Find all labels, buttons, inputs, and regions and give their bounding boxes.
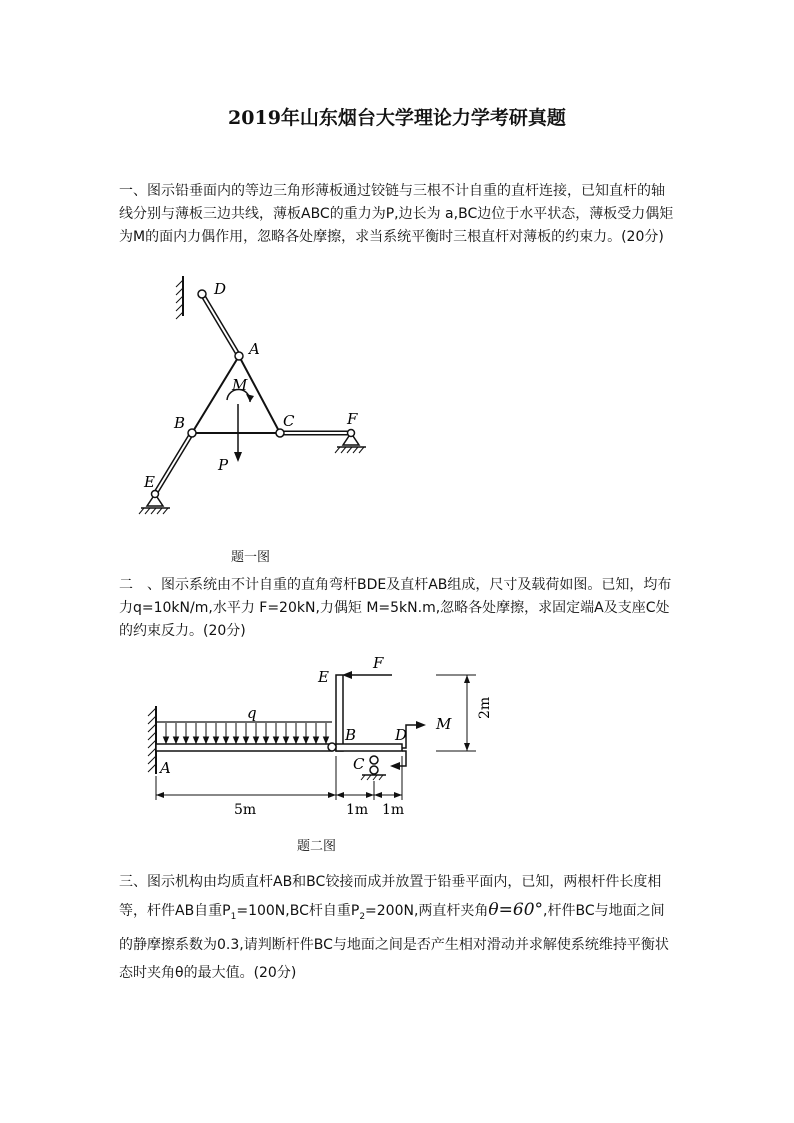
label-C: C (283, 412, 295, 430)
label-A: A (160, 759, 171, 777)
dim-5m: 5m (234, 802, 257, 818)
dim-2m: 2m (477, 696, 493, 719)
dim-1m-b: 1m (382, 802, 405, 818)
figure-1-diagram (118, 272, 378, 522)
label-P: P (218, 456, 229, 474)
label-M: M (232, 376, 248, 394)
label-B: B (174, 414, 186, 432)
figure-2-diagram (130, 648, 510, 828)
label-A: A (249, 340, 260, 358)
figure-1-caption: 题一图 (231, 550, 271, 565)
question-2-text: 二 、图示系统由不计自重的直角弯杆BDE及直杆AB组成，尺寸及载荷如图。已知，均布力q=10kN/m,水平力 F=20kN,力偶矩 M=5kN.m,忽略各处摩擦，求固定端A及支座C处的约束反力。(20分) (119, 577, 672, 639)
label-D: D (395, 726, 408, 744)
label-q: q (247, 704, 257, 722)
label-F: F (347, 410, 358, 428)
label-E: E (144, 473, 155, 491)
label-F: F (373, 654, 384, 672)
dim-1m-a: 1m (346, 802, 369, 818)
label-B: B (345, 726, 357, 744)
theta-formula: θ=60° (488, 900, 544, 920)
label-E: E (318, 668, 329, 686)
question-3-text: 三、图示机构由均质直杆AB和BC铰接而成并放置于铅垂平面内，已知，两根杆件长度相等，杆件AB自重$P_1=100N,BC$杆自重$P_2=200N$,两直杆夹角θ=60°,杆件BC与地面之间的静摩擦系数为0.3,请判断杆件BC与地面之间是否产生相对滑动并求解使系统维持平衡状态时夹角θ的最大值。(20分) (119, 874, 669, 981)
question-1-text: 一、图示铅垂面内的等边三角形薄板通过铰链与三根不计自重的直杆连接，已知直杆的轴线分别与薄板三边共线，薄板ABC的重力为P,边长为 a,BC边位于水平状态，薄板受力偶矩为M的面内力偶作用，忽略各处摩擦，求当系统平衡时三根直杆对薄板的约束力。(20分) (119, 183, 674, 245)
page-title: 2019年山东烟台大学理论力学考研真题 (228, 107, 566, 129)
figure-2-caption: 题二图 (297, 839, 337, 854)
label-D: D (214, 280, 227, 298)
label-C: C (353, 755, 365, 773)
label-M: M (436, 715, 452, 733)
